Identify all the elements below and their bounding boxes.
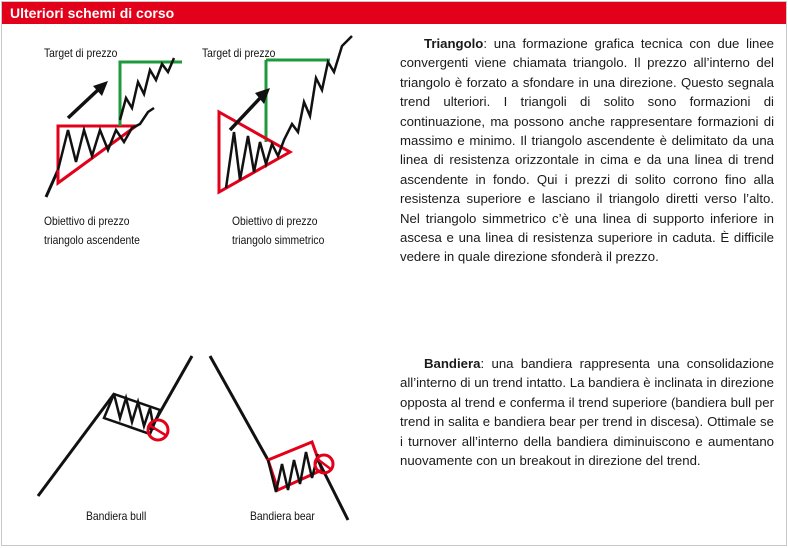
page [1,1,787,546]
caption-ascending-line1: Obiettivo di prezzo [44,214,130,228]
triangolo-term: Triangolo [424,36,484,51]
target-label-ascending: Target di prezzo [44,46,118,60]
bandiera-paragraph [400,354,774,470]
target-label-symmetric: Target di prezzo [202,46,276,60]
bandiera-term: Bandiera [424,356,481,371]
caption-ascending-line2: triangolo ascendente [44,233,140,247]
bandiera-text: : una bandiera rappresenta una consolidazione all’interno di un trend intatto. La bandiera è inclinata in direzione opposta al trend e conferma il trend superiore (bandiera bull per trend in salita e bandiera bear per trend in discesa). Ottimale se i turnover all’interno della bandiera diminuiscono e aumentano nuovamente con un breakout in direzione del trend. [400,356,774,469]
bear-flag-chart [202,352,372,522]
caption-bull-flag: Bandiera bull [86,509,147,523]
bull-flag-chart [32,352,202,502]
triangolo-text: : una formazione grafica tecnica con due linee convergenti viene chiamata triangolo. Il prezzo all’interno del triangolo è forzato a sfondare in una direzione. Questo segnala trend ulteriori. I triangoli di solito sono formazioni di continuazione, ma possono anche rappresentare formazioni di massimo e minimo. Il triangolo ascendente è delimitato da una linea di resistenza orizzontale in cima e da una linea di trend ascendente in fondo. Qui i prezzi di solito corrono fino alla resistenza superiore e lasciano il triangolo diretti verso l’alto. Nel triangolo simmetrico c’è una linea di supporto inferiore in ascesa e una linea di resistenza superiore in caduta. È difficile vedere in quale direzione sfonderà il prezzo. [400,36,774,265]
section-header [2,2,786,24]
caption-bear-flag: Bandiera bear [250,509,315,523]
section-title: Ulteriori schemi di corso [10,5,175,21]
ascending-triangle-chart [32,52,202,202]
caption-symmetric-line1: Obiettivo di prezzo [232,214,318,228]
caption-symmetric-line2: triangolo simmetrico [232,233,325,247]
symmetric-triangle-chart [202,32,382,202]
triangolo-paragraph [400,34,774,267]
